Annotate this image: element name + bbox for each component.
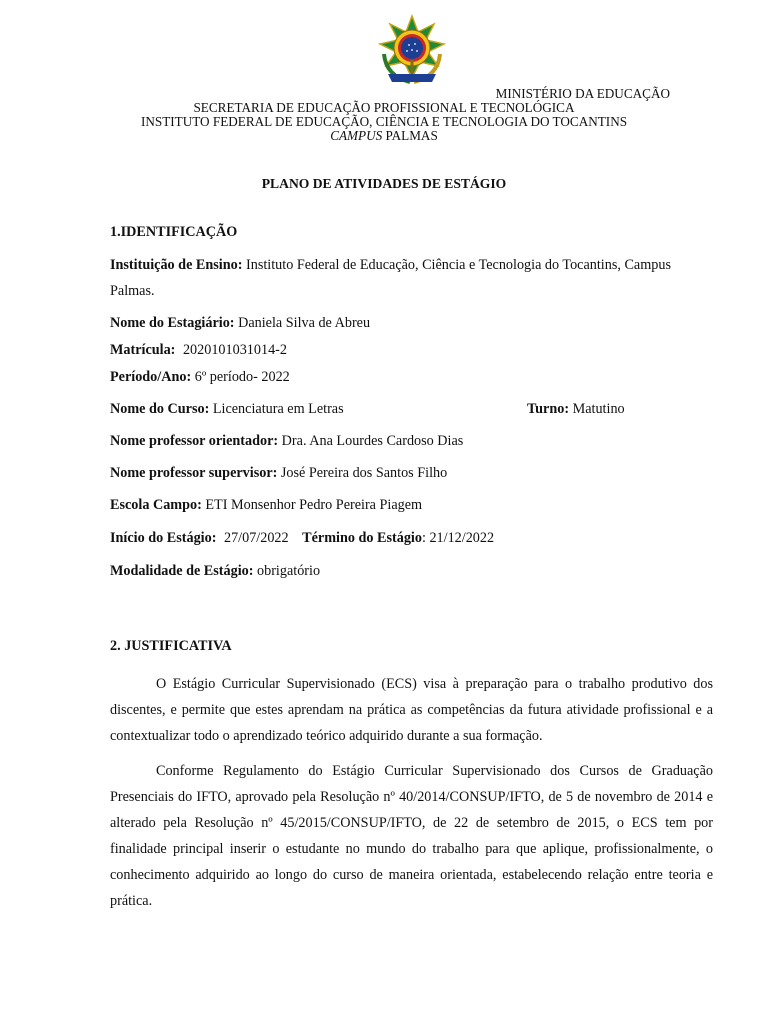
header-institute: INSTITUTO FEDERAL DE EDUCAÇÃO, CIÊNCIA E TECNOLOGIA DO TOCANTINS	[140, 114, 628, 129]
field-dates	[110, 530, 494, 547]
header-campus-word: CAMPUS	[330, 128, 383, 143]
justification-paragraph-2: Conforme Regulamento do Estágio Curricular Supervisionado dos Cursos de Graduação Presenciais do IFTO, aprovado pela Resolução nº 40/2014/CONSUP/IFTO, de 5 de novembro de 2014 e alterado pela Resolução nº 45/2015/CONSUP/IFTO, de 22 de setembro de 2015, o ECS tem por finalidade principal inserir o estudante no mundo do trabalho para que aplique, profissionalmente, o conhecimento adquirido ao longo do curso de maneira orientada, estabelecendo relação entre teoria e prática.	[110, 763, 713, 909]
field-end-value: : 21/12/2022	[421, 530, 495, 546]
field-course	[110, 401, 344, 418]
field-end-label: Término do Estágio	[302, 530, 422, 546]
field-supervisor	[110, 465, 447, 482]
field-intern-label: Nome do Estagiário:	[110, 315, 235, 331]
field-modality	[110, 563, 320, 580]
header-secretariat: SECRETARIA DE EDUCAÇÃO PROFISSIONAL E TECNOLÓGICA	[193, 100, 575, 115]
field-start-value: 27/07/2022	[223, 530, 289, 546]
header-ministry: MINISTÉRIO DA EDUCAÇÃO	[495, 86, 670, 101]
field-intern	[110, 315, 370, 332]
field-registration-value: 2020101031014-2	[182, 342, 287, 358]
field-institution-label: Instituição de Ensino:	[110, 257, 243, 273]
field-institution-value: Instituto Federal de Educação, Ciência e Tecnologia do Tocantins, Campus	[246, 257, 671, 273]
field-course-label: Nome do Curso:	[110, 401, 210, 417]
document-title: PLANO DE ATIVIDADES DE ESTÁGIO	[261, 176, 507, 191]
header-campus-name: PALMAS	[385, 128, 438, 143]
field-advisor	[110, 433, 463, 450]
field-period-label: Período/Ano:	[110, 369, 192, 385]
field-institution	[110, 257, 671, 274]
brazil-coat-of-arms-icon	[374, 14, 450, 88]
field-registration-label: Matrícula:	[110, 342, 176, 358]
field-school-label: Escola Campo:	[110, 497, 202, 513]
field-school-value: ETI Monsenhor Pedro Pereira Piagem	[205, 497, 423, 513]
field-shift	[527, 401, 625, 418]
field-registration	[110, 342, 287, 359]
field-period-value: 6º período- 2022	[194, 369, 290, 385]
header-campus	[0, 128, 768, 143]
field-modality-value: obrigatório	[257, 563, 321, 579]
field-school	[110, 497, 422, 514]
field-institution-continued: Palmas.	[110, 283, 155, 299]
field-shift-label: Turno:	[527, 401, 570, 417]
justification-paragraph-1: O Estágio Curricular Supervisionado (ECS) visa à preparação para o trabalho produtivo dos discentes, e permite que estes aprendam na prática as competências da futura atividade profissional e a contextualizar todo o aprendizado teórico adquirido durante a sua formação.	[110, 676, 713, 744]
field-course-value: Licenciatura em Letras	[212, 401, 344, 417]
field-period	[110, 369, 290, 386]
field-advisor-value: Dra. Ana Lourdes Cardoso Dias	[281, 433, 464, 449]
section-identification-heading: 1.IDENTIFICAÇÃO	[110, 224, 238, 240]
field-advisor-label: Nome professor orientador:	[110, 433, 279, 449]
field-supervisor-label: Nome professor supervisor:	[110, 465, 278, 481]
section-justification-heading: 2. JUSTIFICATIVA	[110, 638, 232, 654]
field-shift-value: Matutino	[572, 401, 625, 417]
field-supervisor-value: José Pereira dos Santos Filho	[280, 465, 448, 481]
field-modality-label: Modalidade de Estágio:	[110, 563, 254, 579]
field-start-label: Início do Estágio:	[110, 530, 217, 546]
field-intern-value: Daniela Silva de Abreu	[238, 315, 371, 331]
